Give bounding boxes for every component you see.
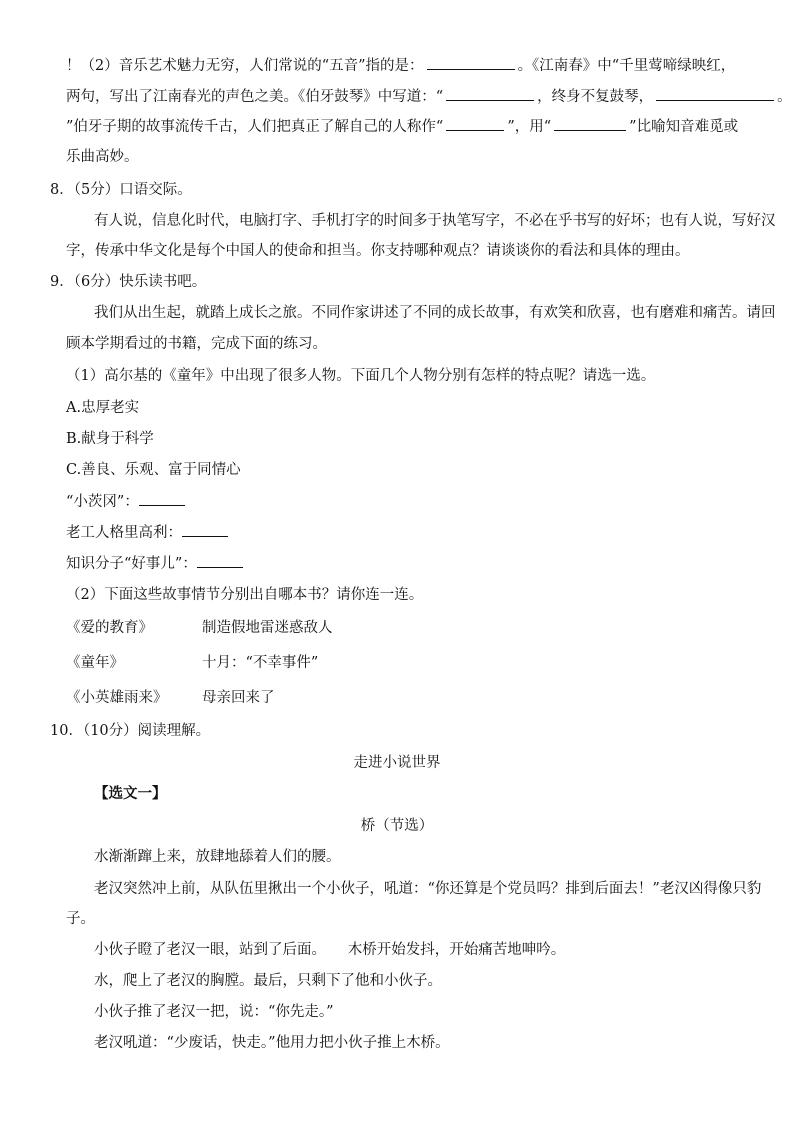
character-line — [66, 522, 231, 543]
q7-text: 乐曲高妙。 — [66, 149, 139, 165]
book-title[interactable]: 《爱的教育》 — [66, 620, 153, 636]
q8-paragraph: 有人说，信息化时代，电脑打字、手机打字的时间多于执笔写字，不必在乎书写的好坏；也有人说，写好汉 — [94, 213, 776, 229]
q9-intro: 我们从出生起，就踏上成长之旅。不同作家讲述了不同的成长故事，有欢笑和欣喜，也有磨难和痛苦。请回 — [94, 305, 776, 321]
option-a: A.忠厚老实 — [66, 400, 140, 416]
q7-line-3 — [66, 116, 738, 137]
q7-line-1 — [66, 55, 735, 76]
story-line: 水，爬上了老汉的胸膛。最后，只剩下了他和小伙子。 — [94, 973, 442, 989]
q7-text: ”比喻知音难觅或 — [629, 119, 739, 135]
book-title[interactable]: 《童年》 — [66, 655, 124, 671]
q7-text: 两句，写出了江南春光的声色之美。《伯牙鼓琴》中写道：“ — [66, 89, 444, 105]
answer-blank[interactable] — [197, 553, 243, 568]
character-name: 知识分子“好事儿”： — [66, 556, 197, 572]
character-line — [66, 491, 188, 512]
q7-text: 。《江南春》中“千里莺啼绿映红， — [517, 58, 736, 74]
q9-sub2: （2）下面这些故事情节分别出自哪本书？请你连一连。 — [66, 587, 424, 603]
q7-text: ”伯牙子期的故事流传千古，人们把真正了解自己的人称作“ — [66, 119, 444, 135]
answer-blank[interactable] — [139, 491, 185, 506]
book-title[interactable]: 《小英雄雨来》 — [66, 690, 168, 706]
answer-blank[interactable] — [182, 522, 228, 537]
option-b: B.献身于科学 — [66, 431, 154, 447]
plot-item[interactable]: 母亲回来了 — [202, 690, 275, 706]
q7-text: ！（2）音乐艺术魅力无穷，人们常说的“五音”指的是： — [66, 58, 424, 74]
character-line — [66, 553, 246, 574]
story-line: 小伙子瞪了老汉一眼，站到了后面。 木桥开始发抖，开始痛苦地呻吟。 — [94, 942, 566, 958]
story-title: 桥（节选） — [360, 818, 434, 834]
plot-item[interactable]: 十月：“不幸事件” — [202, 655, 319, 671]
story-line: 小伙子推了老汉一把，说：“你先走。” — [94, 1004, 334, 1020]
character-name: “小茨冈”： — [66, 494, 139, 510]
answer-blank[interactable] — [446, 86, 534, 101]
section-label: 【选文一】 — [94, 785, 167, 802]
q9-heading: 9．（6分）快乐读书吧。 — [50, 274, 207, 290]
answer-blank[interactable] — [427, 55, 515, 70]
character-name: 老工人格里高利： — [66, 525, 182, 541]
q7-text: ，终身不复鼓琴， — [537, 89, 654, 105]
answer-blank[interactable] — [446, 116, 504, 131]
answer-blank[interactable] — [554, 116, 626, 131]
story-line: 老汉突然冲上前，从队伍里揪出一个小伙子，吼道：“你还算是个党员吗？排到后面去！”老汉凶得像只豹 — [94, 881, 762, 897]
q10-heading: 10．（10分）阅读理解。 — [50, 723, 211, 739]
q7-text: 。 — [777, 89, 792, 105]
q9-sub1: （1）高尔基的《童年》中出现了很多人物。下面几个人物分别有怎样的特点呢？请选一选。 — [66, 368, 656, 384]
story-line: 水渐渐蹿上来，放肆地舔着人们的腰。 — [94, 849, 341, 865]
story-line: 子。 — [66, 911, 95, 927]
q9-intro: 顾本学期看过的书籍，完成下面的练习。 — [66, 336, 327, 352]
plot-item[interactable]: 制造假地雷迷惑敌人 — [202, 620, 333, 636]
q8-heading: 8．（5分）口语交际。 — [50, 182, 192, 198]
story-line: 老汉吼道：“少废话，快走。”他用力把小伙子推上木桥。 — [94, 1035, 450, 1051]
q7-text: ”，用“ — [507, 119, 552, 135]
q7-line-2 — [66, 86, 792, 107]
reading-title: 走进小说世界 — [353, 755, 441, 771]
option-c: C.善良、乐观、富于同情心 — [66, 462, 241, 478]
answer-blank[interactable] — [656, 86, 774, 101]
q8-paragraph: 字，传承中华文化是每个中国人的使命和担当。你支持哪种观点？请谈谈你的看法和具体的理由。 — [66, 243, 690, 259]
q7-line-4 — [66, 147, 139, 167]
